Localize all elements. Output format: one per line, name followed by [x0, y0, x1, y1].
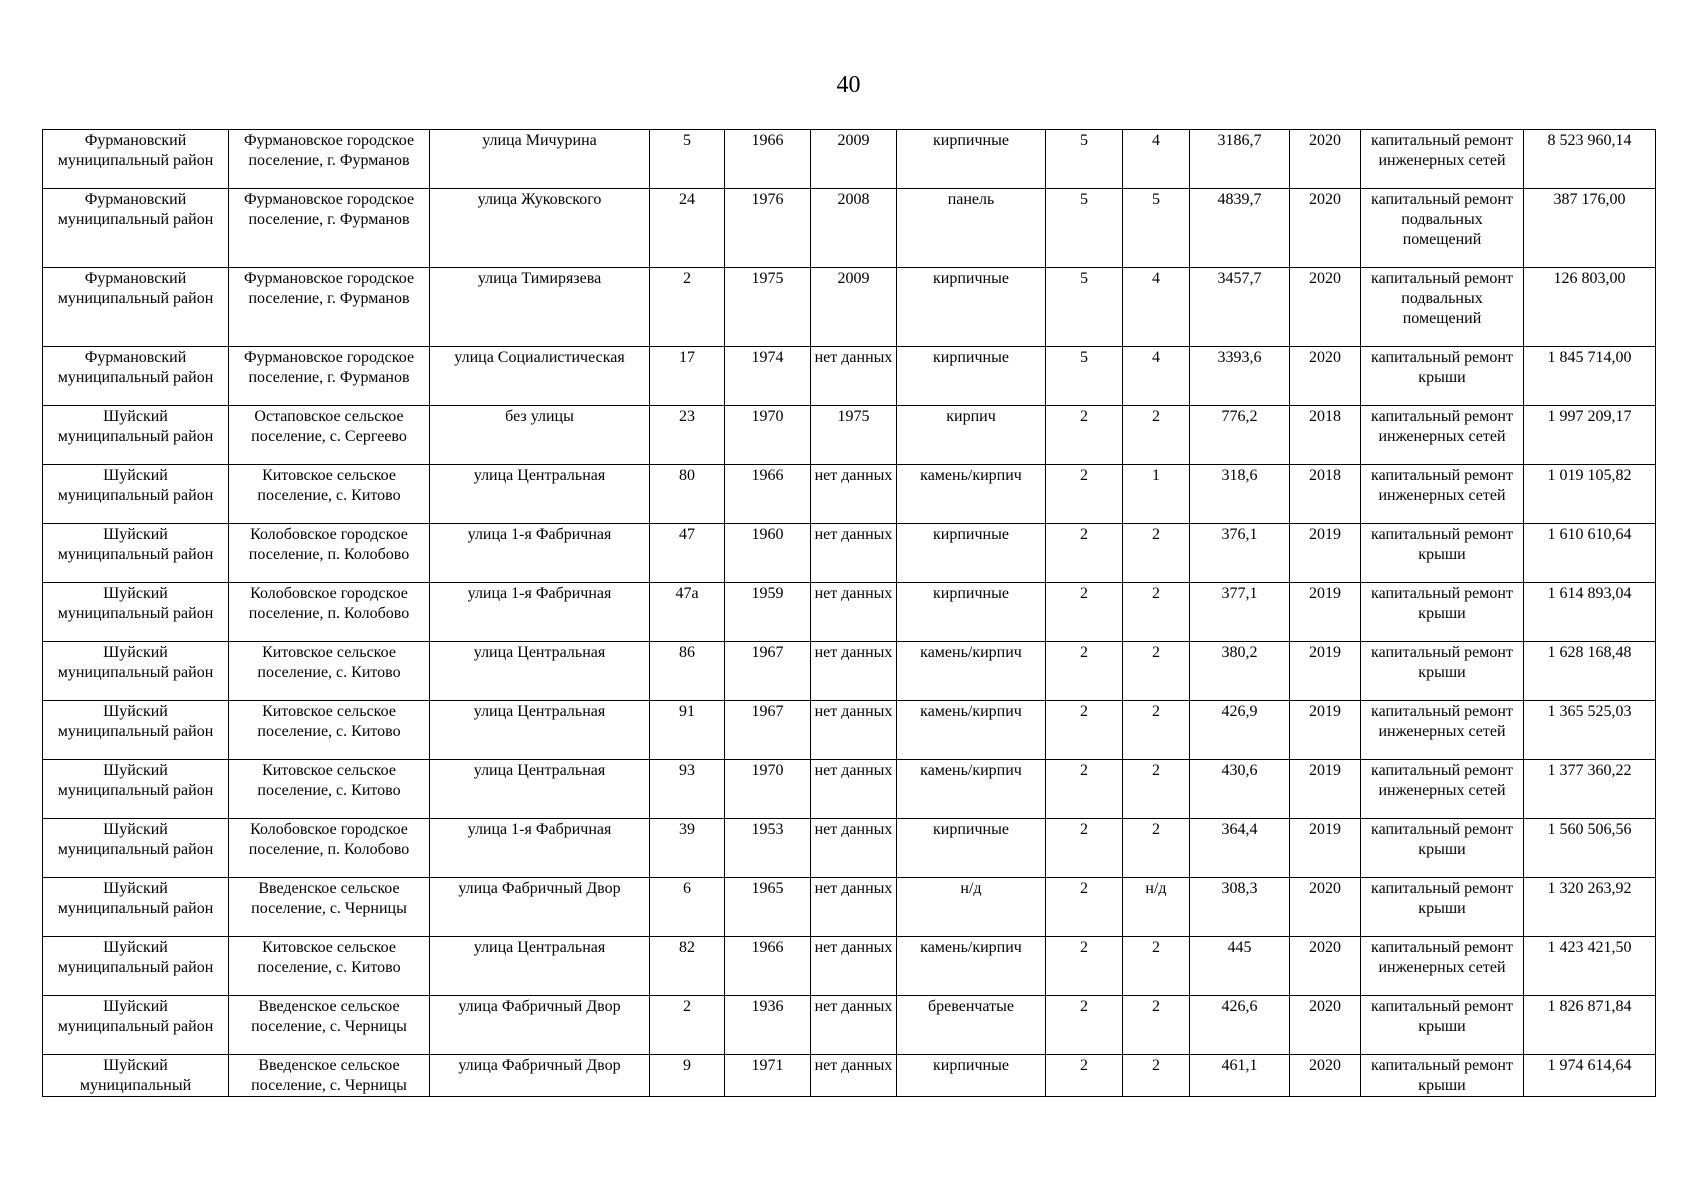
cell-year: 2020: [1290, 878, 1361, 937]
cell-renov: нет данных: [811, 996, 897, 1055]
cell-district: Шуйский муниципальный район: [43, 701, 229, 760]
cell-work: капитальный ремонт инженерных сетей: [1361, 130, 1524, 189]
cell-renov: нет данных: [811, 878, 897, 937]
cell-settlement: Китовское сельское поселение, с. Китово: [229, 937, 430, 996]
cell-floors: 2: [1046, 406, 1123, 465]
cell-built: 1960: [725, 524, 811, 583]
cell-built: 1965: [725, 878, 811, 937]
cell-built: 1974: [725, 347, 811, 406]
cell-built: 1967: [725, 701, 811, 760]
cell-work: капитальный ремонт крыши: [1361, 642, 1524, 701]
cell-renov: 2009: [811, 130, 897, 189]
cell-built: 1971: [725, 1055, 811, 1097]
cell-floors: 5: [1046, 189, 1123, 268]
cell-renov: 1975: [811, 406, 897, 465]
cell-cost: 1 560 506,56: [1524, 819, 1656, 878]
cell-area: 3186,7: [1190, 130, 1290, 189]
cell-entrances: 2: [1123, 937, 1190, 996]
cell-settlement: Фурмановское городское поселение, г. Фурманов: [229, 130, 430, 189]
table-row: [43, 701, 1656, 760]
table-row: [43, 465, 1656, 524]
cell-area: 430,6: [1190, 760, 1290, 819]
cell-year: 2018: [1290, 406, 1361, 465]
cell-year: 2020: [1290, 937, 1361, 996]
cell-district: Шуйский муниципальный район: [43, 524, 229, 583]
cell-settlement: Остаповское сельское поселение, с. Сергеево: [229, 406, 430, 465]
cell-cost: 387 176,00: [1524, 189, 1656, 268]
cell-work: капитальный ремонт инженерных сетей: [1361, 406, 1524, 465]
cell-entrances: 2: [1123, 819, 1190, 878]
cell-year: 2020: [1290, 189, 1361, 268]
cell-district: Фурмановский муниципальный район: [43, 130, 229, 189]
cell-house: 5: [650, 130, 725, 189]
cell-floors: 2: [1046, 878, 1123, 937]
cell-cost: 1 826 871,84: [1524, 996, 1656, 1055]
cell-material: камень/кирпич: [897, 642, 1046, 701]
cell-work: капитальный ремонт крыши: [1361, 524, 1524, 583]
cell-entrances: н/д: [1123, 878, 1190, 937]
cell-street: без улицы: [430, 406, 650, 465]
cell-street: улица Центральная: [430, 937, 650, 996]
cell-street: улица Тимирязева: [430, 268, 650, 347]
cell-entrances: 2: [1123, 996, 1190, 1055]
cell-built: 1975: [725, 268, 811, 347]
table-row: [43, 996, 1656, 1055]
cell-material: кирпичные: [897, 583, 1046, 642]
cell-built: 1970: [725, 406, 811, 465]
cell-renov: нет данных: [811, 465, 897, 524]
cell-settlement: Китовское сельское поселение, с. Китово: [229, 642, 430, 701]
cell-street: улица Жуковского: [430, 189, 650, 268]
cell-entrances: 1: [1123, 465, 1190, 524]
cell-area: 318,6: [1190, 465, 1290, 524]
cell-area: 461,1: [1190, 1055, 1290, 1097]
cell-house: 6: [650, 878, 725, 937]
table-row: [43, 819, 1656, 878]
cell-work: капитальный ремонт крыши: [1361, 878, 1524, 937]
cell-material: бревенчатые: [897, 996, 1046, 1055]
cell-house: 47: [650, 524, 725, 583]
cell-material: кирпичные: [897, 819, 1046, 878]
cell-year: 2019: [1290, 760, 1361, 819]
cell-floors: 2: [1046, 937, 1123, 996]
cell-district: Шуйский муниципальный район: [43, 996, 229, 1055]
cell-district: Шуйский муниципальный район: [43, 642, 229, 701]
cell-year: 2020: [1290, 130, 1361, 189]
cell-work: капитальный ремонт инженерных сетей: [1361, 465, 1524, 524]
cell-cost: 1 019 105,82: [1524, 465, 1656, 524]
cell-house: 9: [650, 1055, 725, 1097]
cell-settlement: Фурмановское городское поселение, г. Фурманов: [229, 268, 430, 347]
cell-built: 1953: [725, 819, 811, 878]
cell-floors: 2: [1046, 1055, 1123, 1097]
cell-floors: 2: [1046, 465, 1123, 524]
cell-cost: 1 320 263,92: [1524, 878, 1656, 937]
cell-district: Фурмановский муниципальный район: [43, 268, 229, 347]
cell-entrances: 4: [1123, 130, 1190, 189]
cell-cost: 8 523 960,14: [1524, 130, 1656, 189]
cell-material: камень/кирпич: [897, 760, 1046, 819]
cell-renov: нет данных: [811, 937, 897, 996]
table-row: [43, 878, 1656, 937]
cell-material: н/д: [897, 878, 1046, 937]
cell-renov: нет данных: [811, 701, 897, 760]
cell-material: кирпичные: [897, 130, 1046, 189]
cell-renov: 2008: [811, 189, 897, 268]
cell-settlement: Китовское сельское поселение, с. Китово: [229, 701, 430, 760]
cell-street: улица Фабричный Двор: [430, 996, 650, 1055]
cell-house: 39: [650, 819, 725, 878]
cell-material: кирпичные: [897, 1055, 1046, 1097]
cell-cost: 1 614 893,04: [1524, 583, 1656, 642]
table-row: [43, 524, 1656, 583]
cell-street: улица 1-я Фабричная: [430, 819, 650, 878]
cell-area: 426,6: [1190, 996, 1290, 1055]
cell-built: 1936: [725, 996, 811, 1055]
cell-area: 3393,6: [1190, 347, 1290, 406]
cell-material: кирпичные: [897, 268, 1046, 347]
table-row: [43, 642, 1656, 701]
cell-settlement: Фурмановское городское поселение, г. Фурманов: [229, 189, 430, 268]
cell-settlement: Колобовское городское поселение, п. Колобово: [229, 524, 430, 583]
cell-street: улица Центральная: [430, 760, 650, 819]
cell-entrances: 2: [1123, 701, 1190, 760]
cell-year: 2020: [1290, 347, 1361, 406]
cell-floors: 5: [1046, 347, 1123, 406]
table-row: [43, 130, 1656, 189]
table-row: [43, 1055, 1656, 1097]
cell-house: 86: [650, 642, 725, 701]
cell-floors: 2: [1046, 819, 1123, 878]
cell-entrances: 5: [1123, 189, 1190, 268]
cell-built: 1970: [725, 760, 811, 819]
cell-settlement: Фурмановское городское поселение, г. Фурманов: [229, 347, 430, 406]
cell-floors: 2: [1046, 583, 1123, 642]
cell-street: улица 1-я Фабричная: [430, 524, 650, 583]
cell-renov: нет данных: [811, 583, 897, 642]
cell-cost: 1 997 209,17: [1524, 406, 1656, 465]
cell-material: камень/кирпич: [897, 465, 1046, 524]
cell-area: 364,4: [1190, 819, 1290, 878]
cell-floors: 5: [1046, 130, 1123, 189]
cell-work: капитальный ремонт крыши: [1361, 1055, 1524, 1097]
table-row: [43, 347, 1656, 406]
cell-district: Шуйский муниципальный район: [43, 878, 229, 937]
cell-district: Шуйский муниципальный: [43, 1055, 229, 1097]
cell-district: Шуйский муниципальный район: [43, 819, 229, 878]
cell-floors: 5: [1046, 268, 1123, 347]
cell-district: Шуйский муниципальный район: [43, 465, 229, 524]
page-number: 40: [836, 72, 861, 98]
cell-area: 308,3: [1190, 878, 1290, 937]
cell-floors: 2: [1046, 760, 1123, 819]
cell-house: 23: [650, 406, 725, 465]
cell-cost: 1 365 525,03: [1524, 701, 1656, 760]
cell-built: 1966: [725, 130, 811, 189]
cell-built: 1966: [725, 937, 811, 996]
cell-renov: нет данных: [811, 1055, 897, 1097]
cell-area: 445: [1190, 937, 1290, 996]
cell-settlement: Введенское сельское поселение, с. Черницы: [229, 1055, 430, 1097]
cell-district: Фурмановский муниципальный район: [43, 347, 229, 406]
cell-work: капитальный ремонт подвальных помещений: [1361, 268, 1524, 347]
cell-year: 2020: [1290, 996, 1361, 1055]
cell-entrances: 2: [1123, 583, 1190, 642]
cell-settlement: Введенское сельское поселение, с. Черницы: [229, 878, 430, 937]
cell-year: 2019: [1290, 642, 1361, 701]
cell-built: 1959: [725, 583, 811, 642]
cell-entrances: 2: [1123, 760, 1190, 819]
cell-house: 2: [650, 996, 725, 1055]
cell-district: Фурмановский муниципальный район: [43, 189, 229, 268]
cell-settlement: Колобовское городское поселение, п. Колобово: [229, 583, 430, 642]
cell-floors: 2: [1046, 524, 1123, 583]
cell-house: 24: [650, 189, 725, 268]
cell-year: 2019: [1290, 701, 1361, 760]
cell-district: Шуйский муниципальный район: [43, 406, 229, 465]
cell-area: 426,9: [1190, 701, 1290, 760]
cell-floors: 2: [1046, 701, 1123, 760]
cell-material: камень/кирпич: [897, 701, 1046, 760]
cell-year: 2019: [1290, 524, 1361, 583]
cell-material: камень/кирпич: [897, 937, 1046, 996]
table-row: [43, 406, 1656, 465]
cell-entrances: 2: [1123, 642, 1190, 701]
cell-renov: нет данных: [811, 524, 897, 583]
cell-settlement: Колобовское городское поселение, п. Колобово: [229, 819, 430, 878]
cell-house: 47а: [650, 583, 725, 642]
cell-built: 1966: [725, 465, 811, 524]
cell-street: улица Центральная: [430, 701, 650, 760]
cell-cost: 1 974 614,64: [1524, 1055, 1656, 1097]
cell-entrances: 4: [1123, 347, 1190, 406]
cell-area: 376,1: [1190, 524, 1290, 583]
cell-house: 93: [650, 760, 725, 819]
cell-built: 1976: [725, 189, 811, 268]
cell-year: 2019: [1290, 583, 1361, 642]
cell-cost: 1 628 168,48: [1524, 642, 1656, 701]
cell-district: Шуйский муниципальный район: [43, 937, 229, 996]
cell-year: 2020: [1290, 1055, 1361, 1097]
cell-house: 82: [650, 937, 725, 996]
cell-material: кирпич: [897, 406, 1046, 465]
cell-entrances: 2: [1123, 524, 1190, 583]
cell-work: капитальный ремонт инженерных сетей: [1361, 937, 1524, 996]
cell-work: капитальный ремонт инженерных сетей: [1361, 701, 1524, 760]
cell-year: 2019: [1290, 819, 1361, 878]
cell-work: капитальный ремонт крыши: [1361, 583, 1524, 642]
cell-street: улица 1-я Фабричная: [430, 583, 650, 642]
cell-entrances: 2: [1123, 406, 1190, 465]
cell-renov: нет данных: [811, 760, 897, 819]
cell-year: 2020: [1290, 268, 1361, 347]
cell-work: капитальный ремонт крыши: [1361, 347, 1524, 406]
cell-street: улица Центральная: [430, 465, 650, 524]
cell-cost: 1 845 714,00: [1524, 347, 1656, 406]
cell-work: капитальный ремонт крыши: [1361, 819, 1524, 878]
cell-entrances: 4: [1123, 268, 1190, 347]
cell-work: капитальный ремонт инженерных сетей: [1361, 760, 1524, 819]
cell-material: панель: [897, 189, 1046, 268]
cell-cost: 1 610 610,64: [1524, 524, 1656, 583]
cell-floors: 2: [1046, 642, 1123, 701]
cell-renov: нет данных: [811, 819, 897, 878]
cell-district: Шуйский муниципальный район: [43, 760, 229, 819]
cell-year: 2018: [1290, 465, 1361, 524]
cell-renov: нет данных: [811, 642, 897, 701]
cell-area: 3457,7: [1190, 268, 1290, 347]
cell-house: 2: [650, 268, 725, 347]
cell-house: 17: [650, 347, 725, 406]
cell-street: улица Социалистическая: [430, 347, 650, 406]
cell-house: 80: [650, 465, 725, 524]
cell-street: улица Фабричный Двор: [430, 878, 650, 937]
table-row: [43, 268, 1656, 347]
cell-settlement: Введенское сельское поселение, с. Черницы: [229, 996, 430, 1055]
cell-house: 91: [650, 701, 725, 760]
cell-floors: 2: [1046, 996, 1123, 1055]
cell-area: 776,2: [1190, 406, 1290, 465]
cell-renov: нет данных: [811, 347, 897, 406]
table-row: [43, 760, 1656, 819]
cell-cost: 126 803,00: [1524, 268, 1656, 347]
cell-work: капитальный ремонт подвальных помещений: [1361, 189, 1524, 268]
cell-entrances: 2: [1123, 1055, 1190, 1097]
cell-cost: 1 423 421,50: [1524, 937, 1656, 996]
buildings-table: [42, 129, 1656, 1097]
cell-area: 380,2: [1190, 642, 1290, 701]
cell-settlement: Китовское сельское поселение, с. Китово: [229, 465, 430, 524]
cell-street: улица Центральная: [430, 642, 650, 701]
cell-work: капитальный ремонт крыши: [1361, 996, 1524, 1055]
cell-street: улица Мичурина: [430, 130, 650, 189]
table-row: [43, 583, 1656, 642]
cell-area: 377,1: [1190, 583, 1290, 642]
cell-built: 1967: [725, 642, 811, 701]
cell-material: кирпичные: [897, 347, 1046, 406]
cell-renov: 2009: [811, 268, 897, 347]
cell-material: кирпичные: [897, 524, 1046, 583]
cell-street: улица Фабричный Двор: [430, 1055, 650, 1097]
cell-district: Шуйский муниципальный район: [43, 583, 229, 642]
table-row: [43, 189, 1656, 268]
cell-cost: 1 377 360,22: [1524, 760, 1656, 819]
table-row: [43, 937, 1656, 996]
cell-area: 4839,7: [1190, 189, 1290, 268]
cell-settlement: Китовское сельское поселение, с. Китово: [229, 760, 430, 819]
